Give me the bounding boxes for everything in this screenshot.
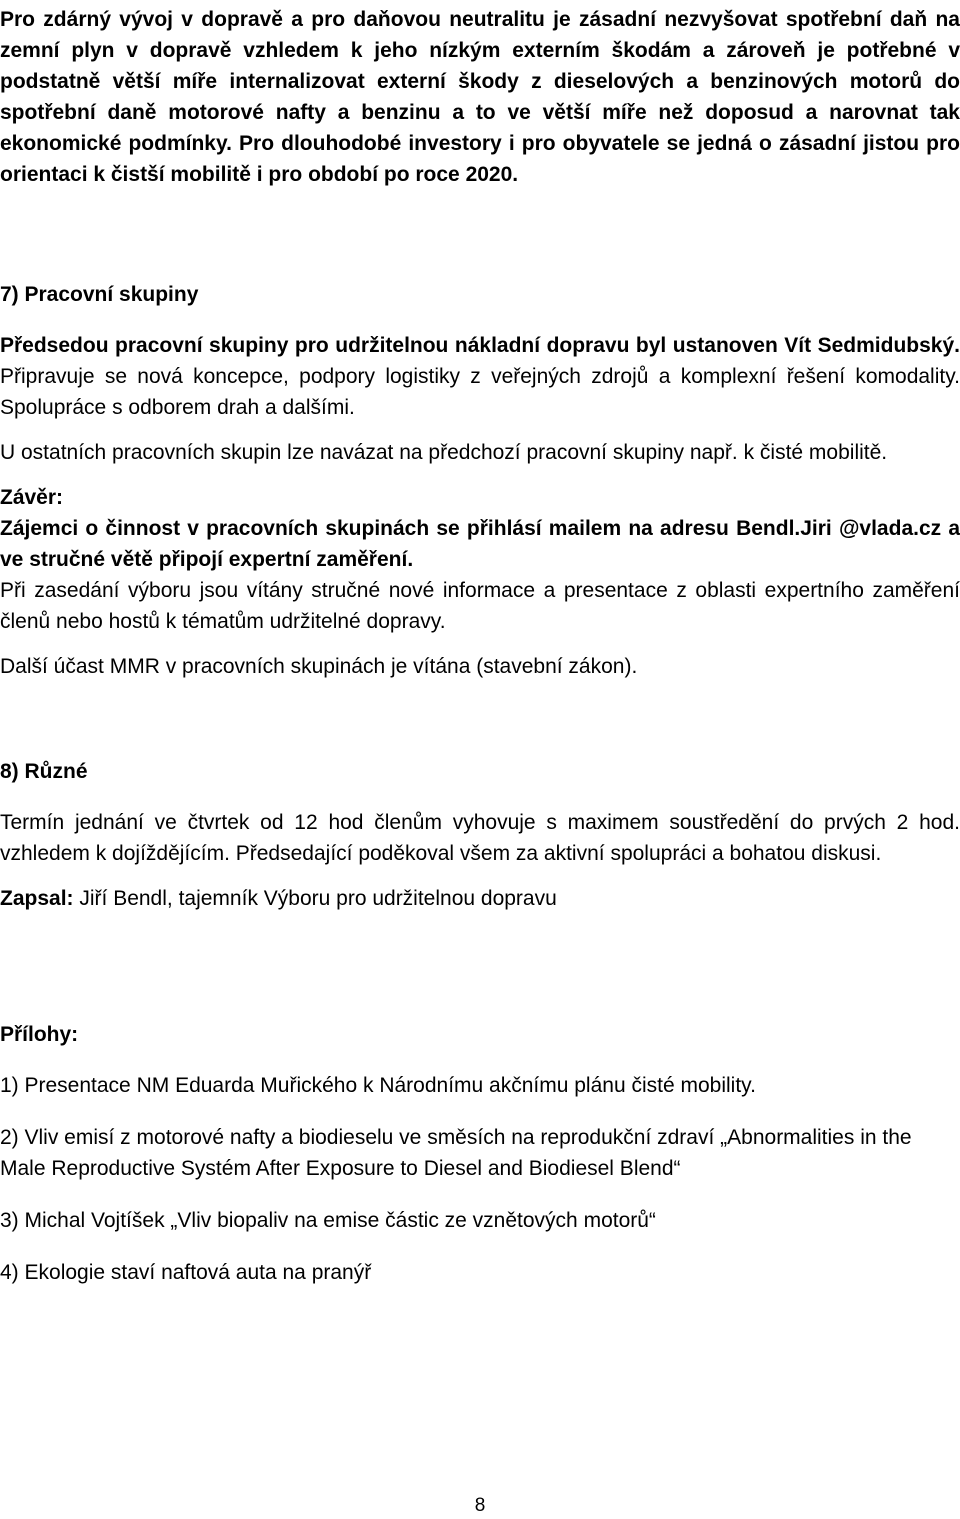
recorded-name: Jiří Bendl, tajemník Výboru pro udržitelnou dopravu (73, 887, 557, 910)
page-number: 8 (474, 1495, 486, 1516)
conclusion-text: Zájemci o činnost v pracovních skupinách se přihlásí mailem na adresu Bendl.Jiri @vlada.cz a ve stručné větě připojí expertní zaměření. (0, 517, 960, 571)
intro-bold-text: Pro zdárný vývoj v dopravě a pro daňovou neutralitu je zásadní nezvyšovat spotřební daň na zemní plyn v dopravě vzhledem k jeho nízkým externím škodám a zároveň je potřebné v podstatně větší míře internalizovat externí škody z dieselových a benzinových motorů do spotřební daně motorové nafty a benzinu a to ve větší míře než doposud a narovnat tak ekonomické podmínky. Pro dlouhodobé investory i pro obyvatele se jedná o zásadní jistou pro orientaci k čistší mobilitě i pro období po roce 2020. (0, 8, 960, 186)
intro-paragraph (0, 4, 960, 190)
section-7-paragraph-4: Další účast MMR v pracovních skupinách je vítána (stavební zákon). (0, 655, 638, 678)
attachments-heading: Přílohy: (0, 1023, 79, 1046)
document-page (0, 4, 960, 1288)
section-8-paragraph: Termín jednání ve čtvrtek od 12 hod členům vyhovuje s maximem soustředění do prvých 2 hod. vzhledem k dojíždějícím. Předsedající poděkoval všem za aktivní spolupráci a bohatou diskusi. (0, 811, 960, 865)
chair-appointment-text: Předsedou pracovní skupiny pro udržitelnou nákladní dopravu byl ustanoven Vít Sedmidubský. (0, 334, 960, 357)
recorded-by (0, 883, 960, 914)
recorded-label: Zapsal: (0, 887, 74, 910)
section-7-paragraph-3: Při zasedání výboru jsou vítány stručné nové informace a presentace z oblasti expertního zaměření členů nebo hostů k tématům udržitelné dopravy. (0, 579, 960, 633)
attachment-item: 1) Presentace NM Eduarda Muřického k Národnímu akčnímu plánu čisté mobility. (0, 1074, 756, 1097)
section-7-paragraph-2: U ostatních pracovních skupin lze navázat na předchozí pracovní skupiny např. k čisté mobilitě. (0, 441, 888, 464)
section-7-paragraph-1 (0, 330, 960, 423)
conclusion-label: Závěr: (0, 486, 64, 509)
section-7-heading: 7) Pracovní skupiny (0, 283, 199, 306)
attachment-item: 3) Michal Vojtíšek „Vliv biopaliv na emise částic ze vznětových motorů“ (0, 1209, 656, 1232)
attachment-item: 2) Vliv emisí z motorové nafty a biodieselu ve směsích na reprodukční zdraví „Abnormalities in the Male Reproductive Systém After Exposure to Diesel and Biodiesel Blend“ (0, 1126, 912, 1180)
attachment-item: 4) Ekologie staví naftová auta na pranýř (0, 1261, 372, 1284)
section-8-heading: 8) Různé (0, 760, 88, 783)
concept-text: Připravuje se nová koncepce, podpory logistiky z veřejných zdrojů a komplexní řešení komodality. Spolupráce s odborem drah a dalšími. (0, 365, 960, 419)
